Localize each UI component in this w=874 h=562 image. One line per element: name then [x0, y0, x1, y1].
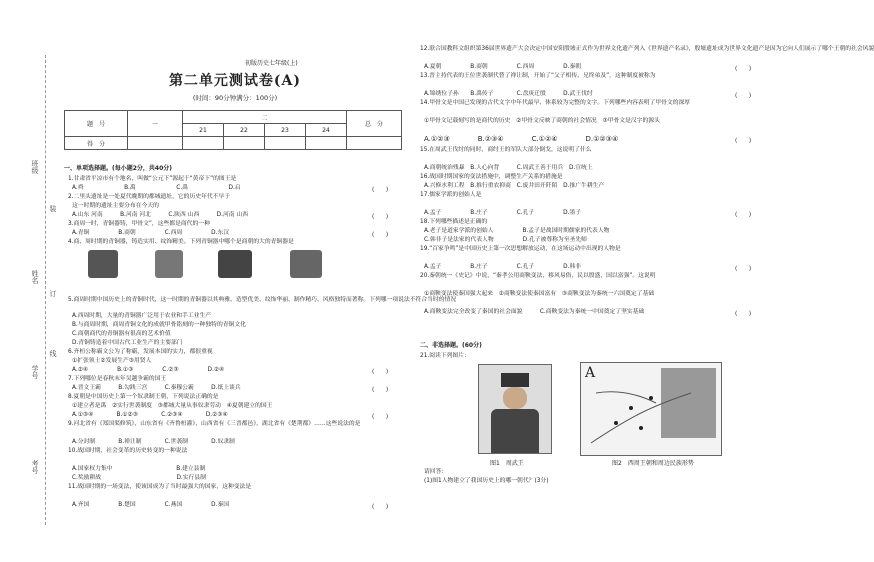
options-12: A.夏朝 B.商朝 C.西周 D.秦朝 — [424, 64, 582, 70]
section-1-heading: 一、单项选择题。(每小题2分，共40分) — [64, 165, 173, 172]
q21-prompt: 请回答： — [424, 469, 448, 475]
question-14-items: ①甲骨文记载刻写的是商代的历史 ②甲骨文反映了商朝的社会情况 ③甲骨文是汉字的源头 — [424, 118, 660, 124]
options-19: A.孟子 B.庄子 C.孔子 D.韩非 — [424, 264, 582, 270]
question-7: 7.下列哪位是春秋末年吴越争霸的国王 — [68, 376, 167, 382]
options-8: A.①③④ B.①②③ C.②③④ D.②③④ — [72, 412, 228, 418]
answer-paren[interactable]: ( ) — [735, 212, 752, 218]
portrait-zhou-wuwang — [478, 364, 552, 454]
options-18-ab: A.老子是道家学派的创始人 B.孟子是战国时期儒家的代表人物 — [424, 228, 610, 234]
question-20: 20.秦朝统一《史记》中说，“秦孝公用商鞅变法，移风易俗，民以殷盛，国以富强”。这说明 — [420, 273, 656, 279]
fig1-caption: 图1 周武王 — [490, 460, 524, 467]
score-cell[interactable] — [306, 137, 347, 150]
score-cell[interactable] — [183, 137, 224, 150]
question-5: 5.商周时期中国历史上的青铜时代，这一时期的青铜器以其典雅、造型优美、纹饰华丽、制作精巧、风格独特而著称。下列哪一项说法不符合当时的情况 — [68, 297, 457, 303]
question-1: 1.甘肃省平凉市有个地名，叫做“公元下”源起于“黄帝下”的图王是 — [68, 176, 237, 182]
options-7: A.晋文王霸 B.勾践三宫 C.秦穆公霸 D.纸上谈兵 — [72, 385, 241, 391]
options-3: A.青铜 B.商朝 C.西周 D.东汉 — [72, 230, 230, 236]
options-20: A.商鞅变法完全改变了秦国的社会面貌 C.商鞅变法为秦统一中国奠定了坚实基础 — [424, 309, 645, 315]
question-21-intro: 21.阅读下列图片： — [420, 353, 470, 359]
margin-label-name: 姓名 — [31, 270, 39, 284]
answer-paren[interactable]: ( ) — [372, 387, 389, 393]
robe-shape — [491, 409, 539, 453]
question-3: 3.商周一时，青铜器铸，甲骨文”，这些都是商代的一种 — [68, 221, 210, 227]
exam-title: 第二单元测试卷(A) — [168, 73, 302, 89]
question-2: 2.二里头遗址是一处夏代晚期的都城遗址，它的历史年代不早于 — [68, 194, 231, 200]
option-5d: D.青铜铸造着中国古代工业生产的主要部门 — [72, 340, 183, 346]
grade-label: 初版历史七年级(上) — [245, 60, 298, 67]
score-table — [64, 110, 402, 150]
answer-paren[interactable]: ( ) — [372, 414, 389, 420]
score-cell: 23 — [265, 124, 306, 137]
question-16: 16.战国时期国家的变法措施中，调整生产关系的措施是 — [420, 174, 563, 180]
binding-line — [45, 55, 46, 525]
option-5b: B.与商周时期，商周青铜文化的成就甲骨铭刻的一种独特的青铜文化 — [72, 322, 246, 328]
option-5a: A.西周时期，大量的青铜器广泛用于农业和手工业生产 — [72, 313, 212, 319]
score-cell: 24 — [306, 124, 347, 137]
question-6: 6.齐桓公称霸文公为了称霸，发展本国的实力，都很重视 — [68, 349, 213, 355]
score-cell[interactable] — [128, 137, 183, 150]
options-10-ab: A.国家权力集中 B.建立县制 — [72, 466, 206, 472]
city-dot — [649, 396, 653, 400]
question-8: 8.夏朝是中国历史上第一个奴隶制王朝，下列说法正确的是 — [68, 394, 219, 400]
river-path-2 — [596, 392, 656, 403]
option-5c: C.商朝商代的青铜器有很高的艺术价值 — [72, 331, 171, 337]
score-cell[interactable] — [265, 137, 306, 150]
question-8-items: ①建立者是禹 ②实行世袭制度 ③都城大量从事奴隶劳动 ④夏朝建立的国王 — [72, 403, 273, 409]
options-16: A.兴修水利工程 B.推行重农抑商 C.废井田开阡陌 D.推广牛耕生产 — [424, 183, 605, 189]
q21-sub1: (1)图1人物建立了我国历史上的哪一朝代？(3分) — [424, 478, 549, 484]
score-cell: 总 分 — [347, 111, 402, 137]
margin-label-student-no: 学号 — [31, 365, 39, 379]
question-12: 12.联合国教科文组织第36届世界遗产大会决定中国安阳殷墟正式作为世界文化遗产列入《世界遗产名录》，殷墟遗址成为世界文化遗产是因为它向人们展示了哪个王朝的社会风貌 — [420, 46, 874, 52]
question-18: 18.下列哪些描述是正确的 — [420, 219, 488, 225]
question-2-cont: 这一时期的遗址主要分布在今天的 — [72, 203, 159, 209]
bronze-vessel-c — [218, 250, 252, 278]
score-cell: 二 — [183, 111, 347, 124]
bronze-vessel-a — [88, 250, 118, 278]
options-15: A.商朝统治残暴 B.人心向背 C.周武王善于用兵 D.宣统上 — [424, 165, 593, 171]
question-14: 14.甲骨文是中国已发现的古代文字中年代最早、体系较为完整的文字。下列哪些内容表明了甲骨文的深厚 — [420, 100, 691, 106]
fig2-caption: 图2 西周王朝和周边民族形势 — [612, 460, 694, 467]
options-18-cd: C.韩非子是法家的代表人物 D.孔子被尊称为至圣先师 — [424, 237, 587, 243]
answer-paren[interactable]: ( ) — [372, 369, 389, 375]
options-6: A.②④ B.①③ C.②③ D.②④ — [72, 367, 225, 373]
score-cell: 得 分 — [65, 137, 128, 150]
score-cell[interactable] — [347, 137, 402, 150]
bronze-vessel-d — [290, 250, 322, 278]
answer-paren[interactable]: ( ) — [372, 504, 389, 510]
score-cell[interactable] — [224, 137, 265, 150]
score-cell: 21 — [183, 124, 224, 137]
margin-label-xian: 线 — [49, 350, 57, 357]
answer-paren[interactable]: ( ) — [735, 311, 752, 317]
question-15: 15.在周武王伐纣的同时，商纣王的军队大部分倒戈，这说明了什么 — [420, 147, 592, 153]
answer-paren[interactable]: ( ) — [372, 187, 389, 193]
margin-label-ding: 订 — [49, 290, 57, 297]
face-shape — [503, 387, 527, 409]
options-13: A.锦绣位子孙 B.禹传子 C.盘庚迁殷 D.武王伐纣 — [424, 91, 593, 97]
binding-margin — [0, 0, 60, 562]
answer-paren[interactable]: ( ) — [372, 232, 389, 238]
map-label-a: A — [585, 365, 596, 381]
question-20-items: ①商鞅变法使秦国强大起来 ②商鞅变法使秦国富有 ③商鞅变法为秦统一六国奠定了基础 — [424, 291, 655, 297]
options-17: A.孟子 B.庄子 C.孔子 D.墨子 — [424, 210, 582, 216]
options-2: A.山东 河南 B.河南 河北 C.陕西 山西 D.河南 山西 — [72, 212, 249, 218]
section-2-heading: 二、非选择题。(60分) — [420, 342, 482, 349]
options-9: A.分封制 B.禅让制 C.世袭制 D.奴隶制 — [72, 439, 235, 445]
map-svg — [581, 363, 721, 455]
city-dot — [639, 426, 643, 430]
question-6-items: ①扩张领土②发展生产③用贤人 — [72, 358, 152, 364]
answer-paren[interactable]: ( ) — [735, 66, 752, 72]
bronze-vessel-b — [155, 250, 183, 278]
question-4: 4.商、周时期的青铜器，铸造实用、纹饰精美。下列青铜器中哪个是商朝的大的青铜器是 — [68, 239, 294, 245]
question-11: 11.战国时期的一场变法，使该国成为了当时最强大的国家，这种变法是 — [68, 484, 252, 490]
answer-paren[interactable]: ( ) — [735, 138, 752, 144]
options-1: A.舜 B.禹 C.禹 D.启 — [72, 185, 241, 191]
margin-label-class: 班级 — [31, 160, 39, 174]
margin-label-zhuang: 装 — [49, 205, 57, 212]
options-10-cd: C.奖励耕战 D.实行县制 — [72, 475, 206, 481]
question-10: 10.战国时期，社会变革的历史转变的一种说法 — [68, 448, 188, 454]
margin-label-exam-no: 考号 — [31, 460, 39, 474]
map-western-zhou — [580, 362, 722, 456]
options-11: A.齐国 B.楚国 C.燕国 D.秦国 — [72, 502, 230, 508]
city-dot — [629, 406, 633, 410]
sea-region — [661, 368, 716, 438]
answer-paren[interactable]: ( ) — [735, 93, 752, 99]
score-cell: 一 — [128, 111, 183, 137]
score-table-row — [65, 137, 402, 150]
score-table-row — [65, 111, 402, 124]
question-9: 9.河北省有《郑国渠修筑》，山东省有《齐鲁桓灌》，山西省有《三晋都邑》，湖北省有《楚荆都》……这些说法的是 — [68, 421, 361, 427]
crown-shape — [501, 373, 529, 387]
answer-paren[interactable]: ( ) — [372, 214, 389, 220]
question-19: 19.“百家争鸣”是中国历史上第一次思想解放运动，在这场运动中出现的人物是 — [420, 246, 621, 252]
city-dot — [614, 421, 618, 425]
score-cell: 22 — [224, 124, 265, 137]
score-cell: 题 号 — [65, 111, 128, 137]
answer-paren[interactable]: ( ) — [735, 266, 752, 272]
options-14: A.①②③ B.②③④ C.①②④ D.①②③④ — [424, 135, 619, 143]
question-17: 17.儒家学派的创始人是 — [420, 192, 482, 198]
exam-subtitle: (时间：90分钟满分：100分) — [192, 94, 278, 102]
question-13: 13.晋主持代表的王位世袭制代替了禅让制，开始了“父子相传、兄终弟及”，这种制度被称为 — [420, 73, 656, 79]
